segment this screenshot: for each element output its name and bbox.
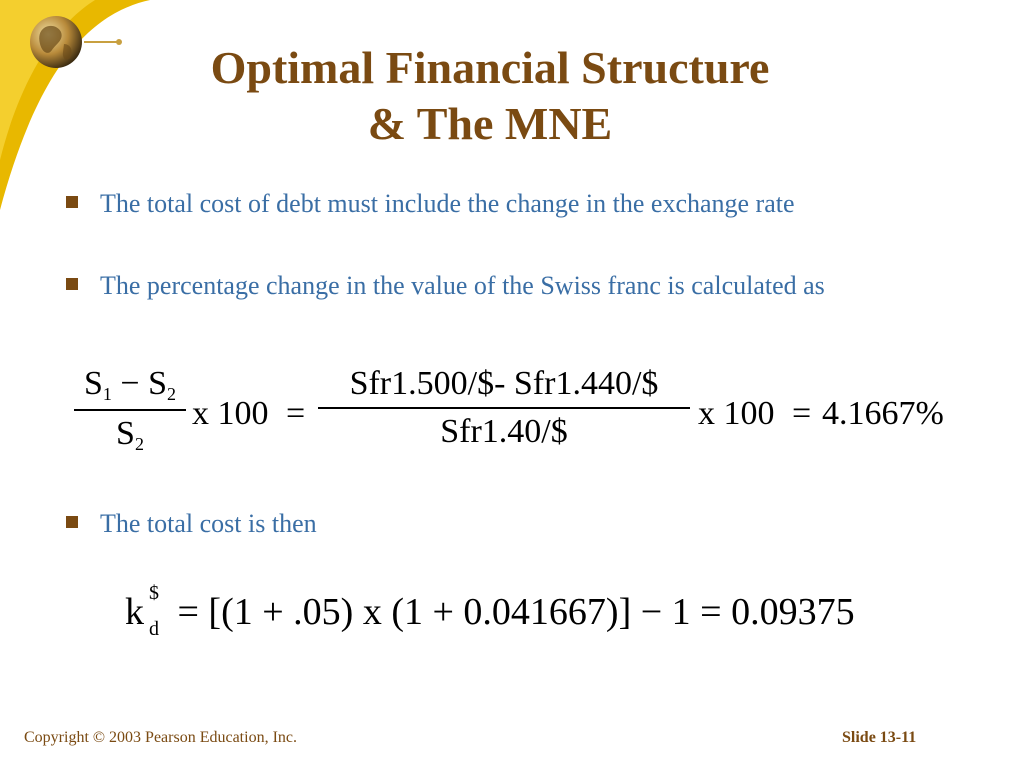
bullet-2 (66, 267, 966, 304)
equals-sign: = (792, 395, 812, 432)
s2-symbol: S (148, 365, 168, 402)
times-100-left: x 100 (192, 395, 269, 432)
fraction-right-denominator: Sfr1.40/$ (440, 413, 568, 450)
bullet-text: The total cost is then (100, 509, 317, 538)
bullet-square-icon (66, 196, 78, 208)
equation-total-cost (125, 582, 925, 670)
bullet-square-icon (66, 516, 78, 528)
total-cost-expression: = [(1 + .05) x (1 + 0.041667)] − 1 = 0.09375 (168, 591, 855, 633)
cost-of-debt-symbol (125, 582, 159, 640)
fraction-right (318, 365, 690, 451)
dollar-superscript: $ (149, 582, 159, 604)
s1-symbol: S (83, 365, 103, 402)
fraction-right-numerator: Sfr1.500/$- Sfr1.440/$ (349, 365, 659, 402)
bullet-1 (66, 185, 966, 222)
globe-icon (28, 14, 84, 70)
percentage-result: 4.1667% (822, 395, 944, 432)
k-symbol: k (125, 591, 144, 633)
title-line-2: & The MNE (367, 98, 613, 149)
bullet-square-icon (66, 278, 78, 290)
fraction-left-denominator (74, 415, 186, 455)
s2-subscript: 2 (167, 384, 177, 404)
equals-sign: = (286, 395, 306, 432)
slide-number: Slide 13-11 (842, 729, 917, 746)
s2-symbol: S (116, 415, 135, 452)
fraction-left (74, 365, 186, 455)
bullet-text: The percentage change in the value of the Swiss franc is calculated as (100, 271, 825, 300)
equation-percentage-change (70, 365, 980, 475)
bullet-text: The total cost of debt must include the change in the exchange rate (100, 189, 795, 218)
slide-title (100, 40, 880, 152)
copyright-footer: Copyright © 2003 Pearson Education, Inc. (24, 729, 297, 746)
fraction-bar (74, 409, 186, 411)
bullet-3 (66, 505, 966, 542)
s1-subscript: 1 (102, 384, 112, 404)
title-line-1: Optimal Financial Structure (210, 42, 770, 93)
s2-subscript: 2 (134, 434, 144, 454)
fraction-bar (318, 407, 690, 409)
times-100-right: x 100 (698, 395, 775, 432)
minus-sign: − (120, 365, 140, 402)
d-subscript: d (149, 618, 159, 640)
fraction-left-numerator (74, 365, 186, 405)
